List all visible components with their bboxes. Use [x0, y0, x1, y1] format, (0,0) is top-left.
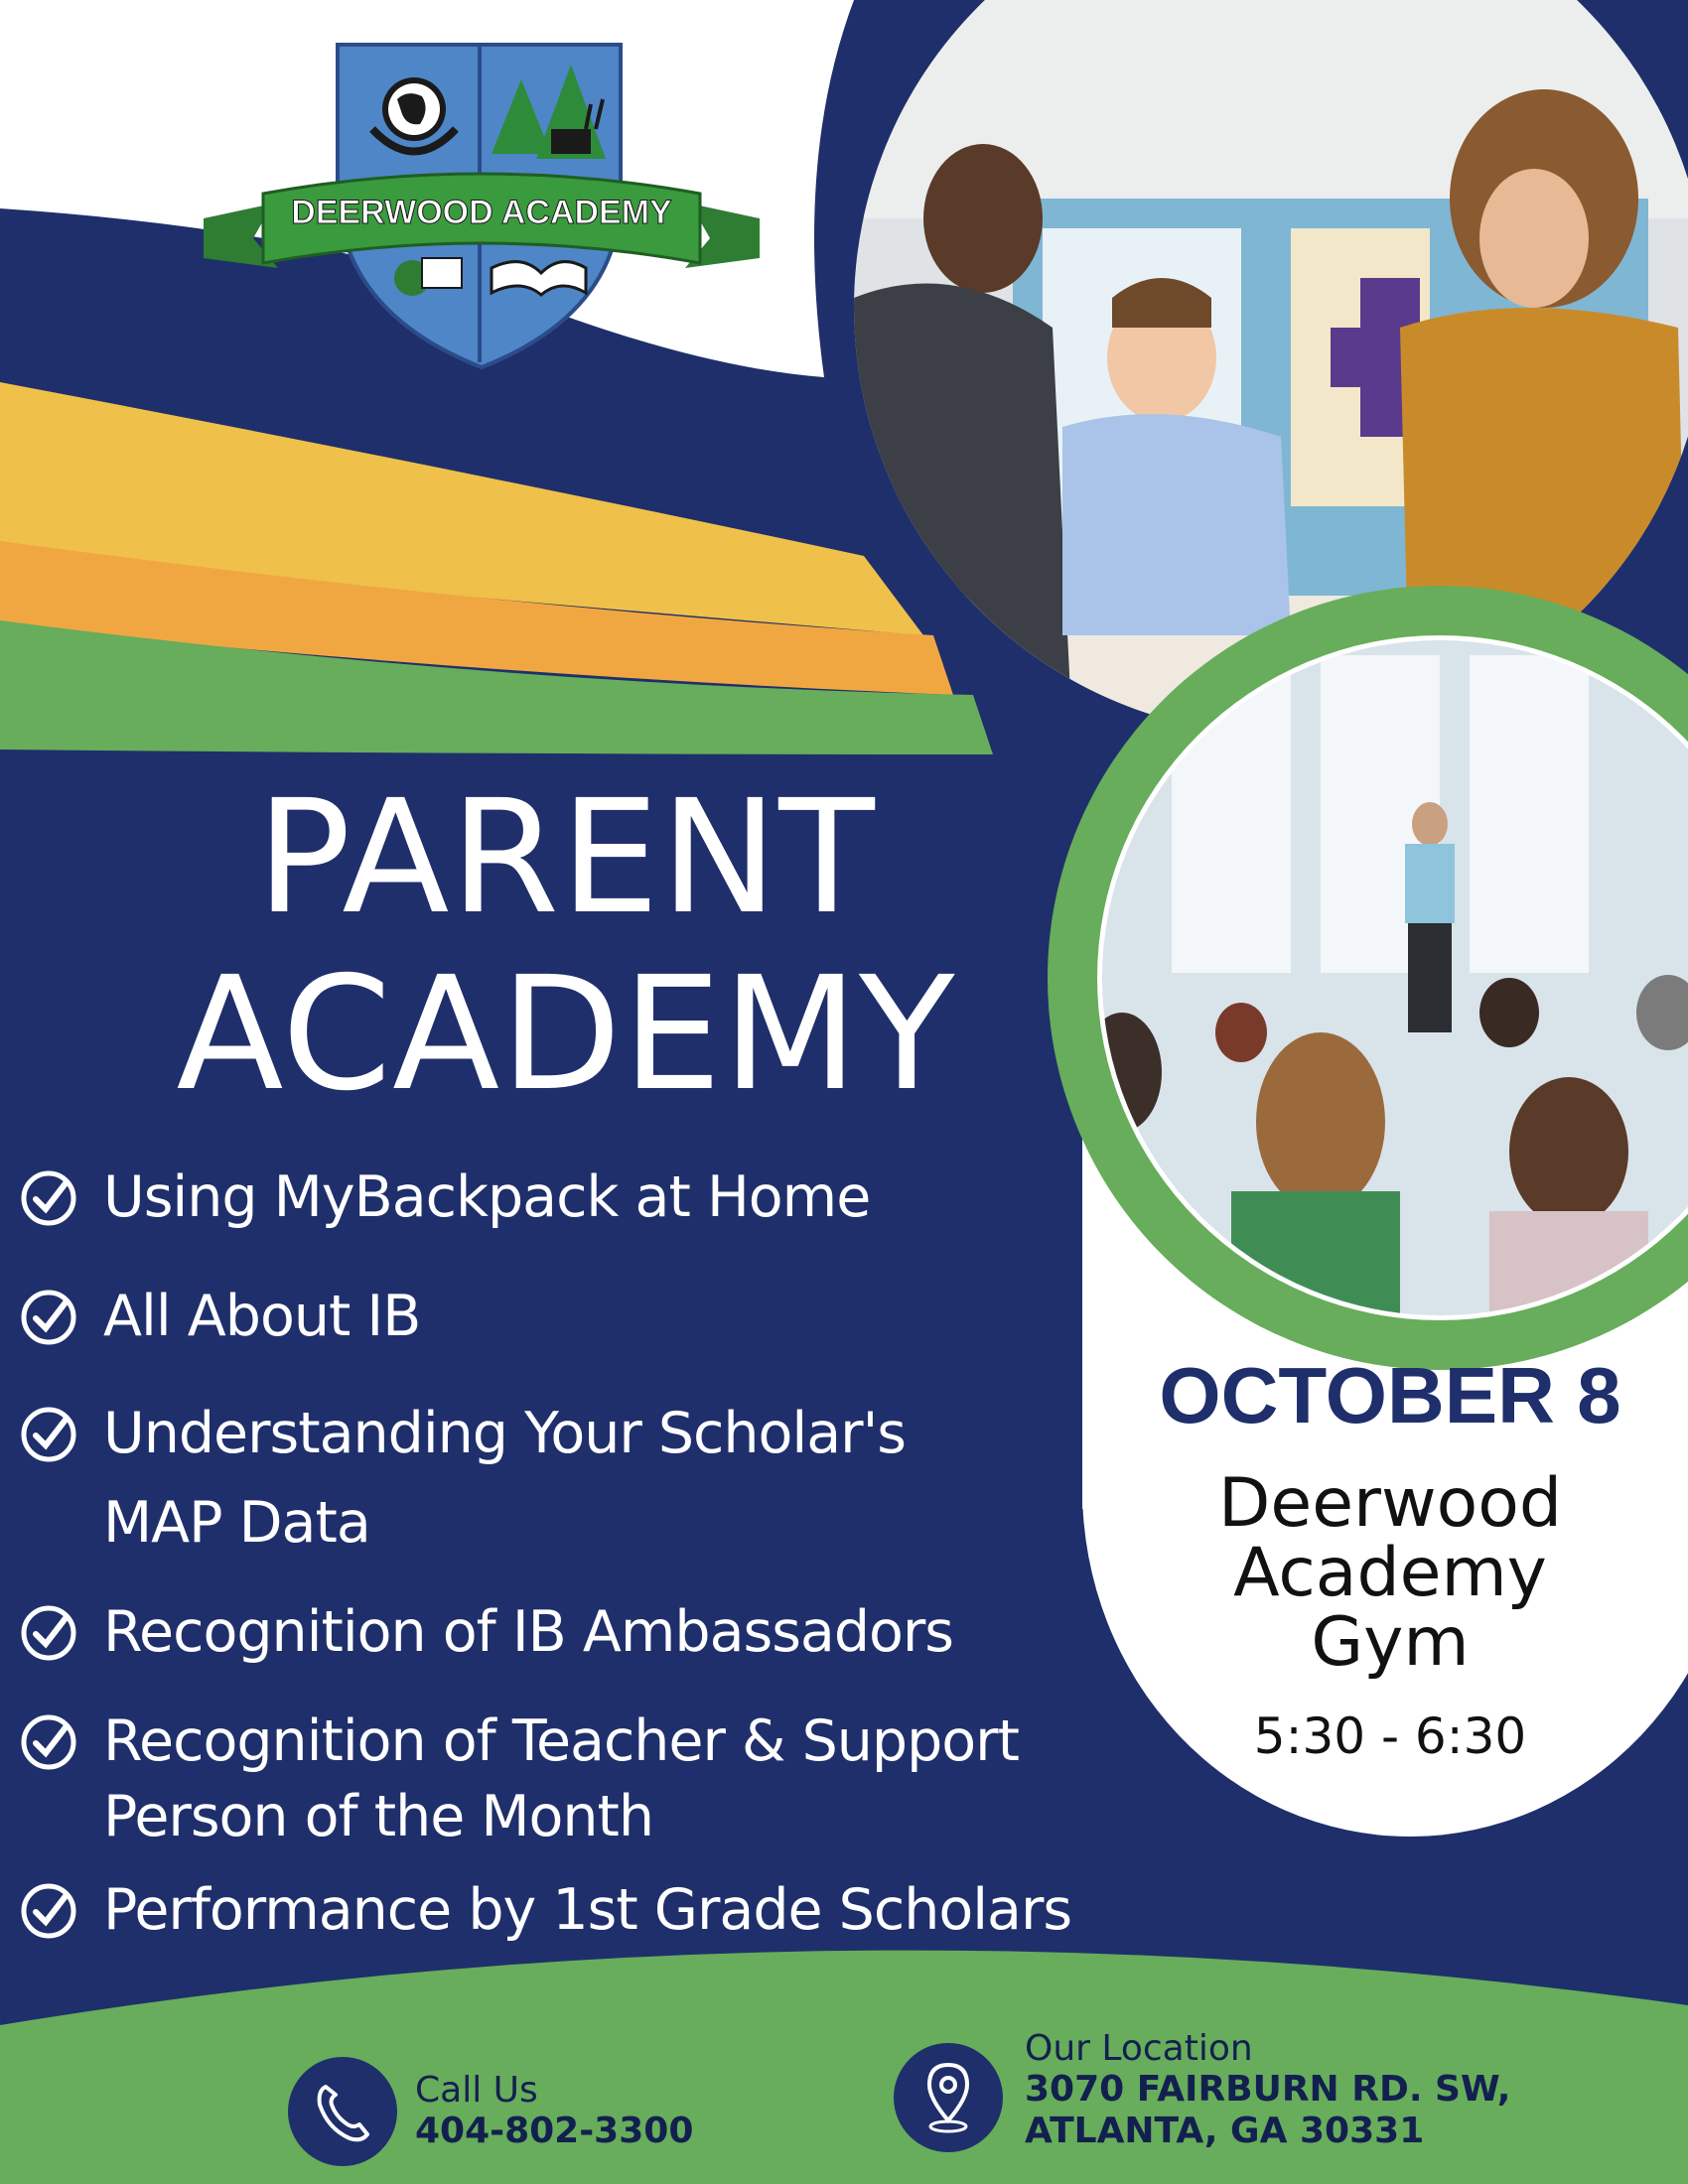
school-logo [194, 35, 770, 377]
logo-banner-text: DEERWOOD ACADEMY [291, 194, 672, 231]
page-title [89, 766, 1043, 1126]
agenda-item-text: Using MyBackpack at Home [103, 1164, 871, 1230]
agenda-item-text: Recognition of Teacher & Support [103, 1708, 1019, 1774]
agenda-item [20, 1160, 870, 1235]
agenda-item-text: Recognition of IB Ambassadors [103, 1599, 954, 1665]
phone-number: 404-802-3300 [415, 2111, 694, 2151]
call-label: Call Us [415, 2070, 538, 2111]
title-line-2: ACADEMY [176, 943, 956, 1126]
agenda-item [20, 1594, 953, 1670]
location-label: Our Location [1025, 2028, 1253, 2069]
check-icon [20, 1289, 77, 1346]
venue-line-3: Gym [1311, 1603, 1470, 1682]
agenda-item-text: Performance by 1st Grade Scholars [103, 1877, 1072, 1943]
location-section [1025, 2028, 1510, 2152]
call-section [415, 2070, 693, 2152]
event-time: 5:30 - 6:30 [1253, 1707, 1527, 1765]
check-icon [20, 1406, 77, 1463]
check-icon [20, 1169, 77, 1227]
check-icon [20, 1882, 77, 1940]
agenda-item [20, 1279, 420, 1354]
location-icon-badge [894, 2043, 1003, 2152]
check-icon [20, 1713, 77, 1771]
check-icon [20, 1604, 77, 1662]
agenda-item [20, 1872, 1071, 1948]
location-pin-icon [894, 2043, 1003, 2152]
agenda-item-text-cont: Person of the Month [103, 1784, 654, 1849]
agenda-item-text-cont: MAP Data [103, 1490, 370, 1556]
address-line-1: 3070 FAIRBURN RD. SW, [1025, 2069, 1511, 2110]
phone-icon [288, 2057, 397, 2166]
agenda-item-text: Understanding Your Scholar's [103, 1401, 906, 1466]
event-date: OCTOBER 8 [1159, 1351, 1621, 1439]
event-venue [1152, 1464, 1628, 1682]
title-line-1: PARENT [256, 766, 876, 949]
venue-line-1: Deerwood [1218, 1464, 1562, 1543]
phone-icon-badge [288, 2057, 397, 2166]
agenda-item [20, 1704, 1019, 1854]
agenda-item [20, 1396, 906, 1561]
venue-line-2: Academy [1233, 1534, 1547, 1612]
agenda-item-text: All About IB [103, 1284, 421, 1349]
address-line-2: ATLANTA, GA 30331 [1025, 2111, 1425, 2151]
